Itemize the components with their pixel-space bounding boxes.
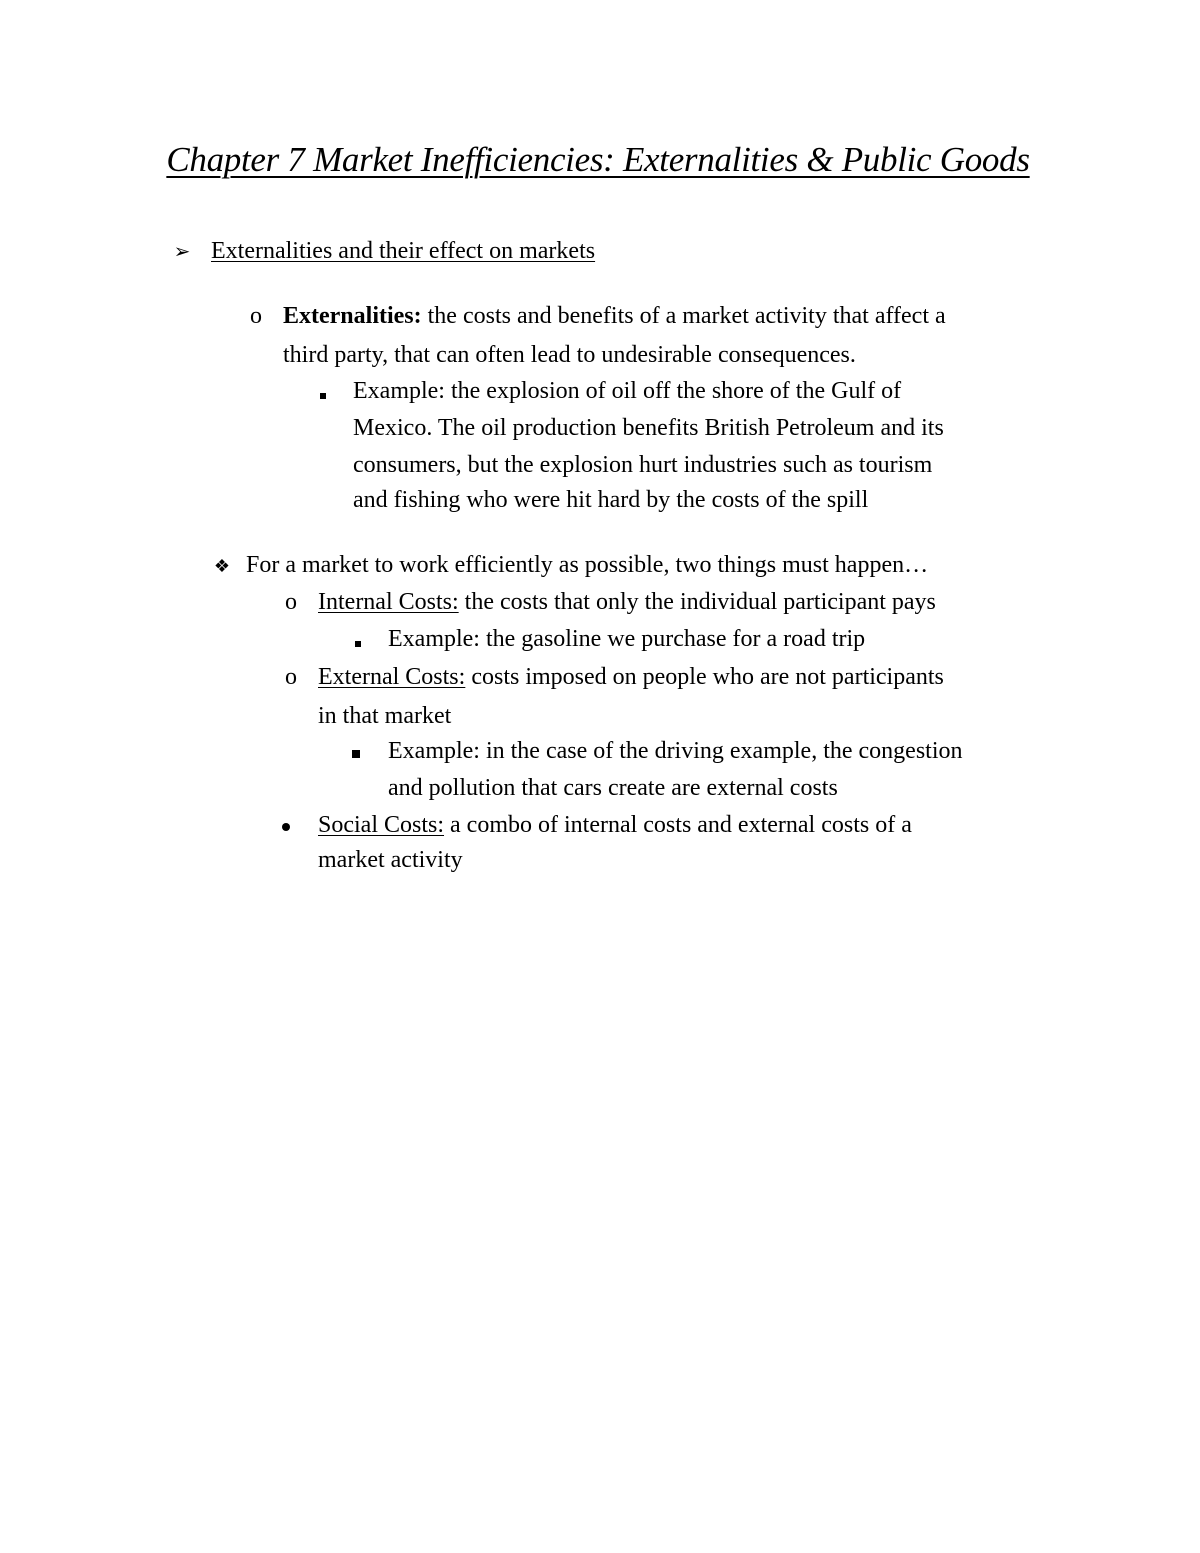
oil-example-line1: Example: the explosion of oil off the shore of the Gulf of xyxy=(353,378,902,404)
square-bullet-icon xyxy=(349,733,363,769)
internal-costs-text: the costs that only the individual participant pays xyxy=(458,589,936,615)
circle-bullet-icon: o xyxy=(285,664,297,690)
circle-bullet-icon: o xyxy=(285,589,297,615)
social-costs-line1 xyxy=(318,807,912,843)
external-costs-text: costs imposed on people who are not participants xyxy=(465,664,944,690)
oil-example-line2: Mexico. The oil production benefits British Petroleum and its xyxy=(353,415,944,441)
internal-costs-term: Internal Costs: xyxy=(318,589,459,615)
external-costs-term: External Costs: xyxy=(318,664,466,690)
internal-costs-line xyxy=(318,584,936,620)
social-costs-term: Social Costs: xyxy=(318,812,445,838)
externalities-definition-line2: third party, that can often lead to undesirable consequences. xyxy=(283,342,856,368)
oil-example-line4: and fishing who were hit hard by the costs of the spill xyxy=(353,487,869,513)
externalities-term: Externalities: xyxy=(283,303,422,329)
externalities-definition-text: the costs and benefits of a market activity that affect a xyxy=(421,303,946,329)
oil-example-line3: consumers, but the explosion hurt industries such as tourism xyxy=(353,452,933,478)
external-costs-line2: in that market xyxy=(318,703,452,729)
section-heading-externalities: Externalities and their effect on markets xyxy=(211,238,596,264)
page-title: Chapter 7 Market Inefficiencies: Externalities & Public Goods xyxy=(166,140,1030,179)
section-heading-efficiency: For a market to work efficiently as possible, two things must happen… xyxy=(246,552,929,578)
social-costs-line2: market activity xyxy=(318,847,463,873)
diamond-star-bullet-icon: ❖ xyxy=(213,556,231,576)
driving-example-line2: and pollution that cars create are external costs xyxy=(388,775,838,801)
round-bullet-icon xyxy=(279,806,293,842)
social-costs-text: a combo of internal costs and external costs of a xyxy=(444,812,912,838)
external-costs-line1 xyxy=(318,659,944,695)
driving-example-line1: Example: in the case of the driving example, the congestion xyxy=(388,738,963,764)
circle-bullet-icon: o xyxy=(250,303,262,329)
gasoline-example: Example: the gasoline we purchase for a road trip xyxy=(388,626,866,652)
arrowhead-bullet-icon: ➢ xyxy=(173,241,191,263)
small-square-bullet-icon xyxy=(316,374,330,410)
small-square-bullet-icon xyxy=(351,622,365,658)
externalities-definition-line1 xyxy=(283,298,946,334)
